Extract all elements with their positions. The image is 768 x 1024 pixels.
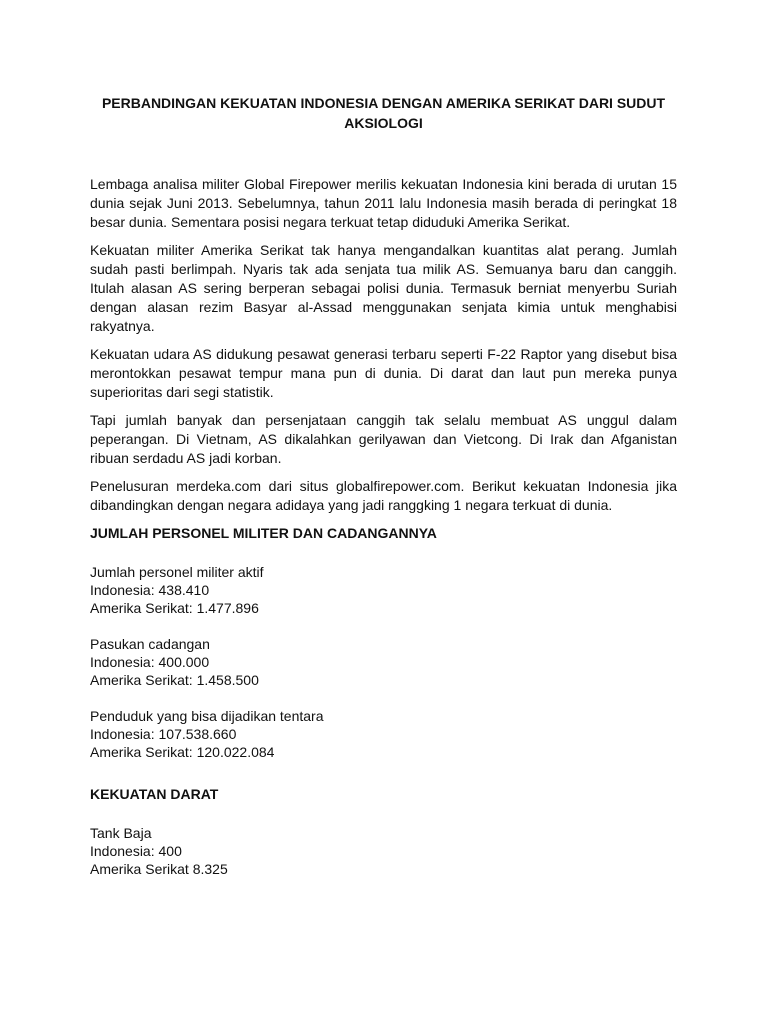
paragraph-1: Lembaga analisa militer Global Firepower merilis kekuatan Indonesia kini berada di urutan 15 dunia sejak Juni 2013. Sebelumnya, tahun 2011 lalu Indonesia masih berada di peringkat 18 besar dunia. Sementara posisi negara terkuat tetap diduduki Amerika Serikat.	[90, 176, 677, 230]
stat-label: Jumlah personel militer aktif	[90, 564, 264, 580]
stat-indonesia: Indonesia: 400.000	[90, 654, 210, 670]
section-heading-land-forces: KEKUATAN DARAT	[90, 786, 219, 802]
stat-group-tanks	[90, 824, 677, 878]
stat-group-fit-for-service	[90, 707, 677, 761]
paragraph-3: Kekuatan udara AS didukung pesawat generasi terbaru seperti F-22 Raptor yang disebut bisa merontokkan pesawat tempur mana pun di dunia. Di darat dan laut pun mereka punya superioritas dari segi statistik.	[90, 346, 677, 400]
paragraph-5: Penelusuran merdeka.com dari situs globalfirepower.com. Berikut kekuatan Indonesia jika dibandingkan dengan negara adidaya yang jadi ranggking 1 negara terkuat di dunia.	[90, 478, 677, 513]
stat-usa: Amerika Serikat: 1.477.896	[90, 600, 259, 616]
stat-group-active-personnel	[90, 563, 677, 617]
stat-label: Pasukan cadangan	[90, 636, 210, 652]
stat-indonesia: Indonesia: 400	[90, 843, 182, 859]
stat-group-reserves	[90, 635, 677, 689]
stat-usa: Amerika Serikat: 120.022.084	[90, 744, 275, 760]
paragraph-4: Tapi jumlah banyak dan persenjataan canggih tak selalu membuat AS unggul dalam peperangan. Di Vietnam, AS dikalahkan gerilyawan dan Vietcong. Di Irak dan Afganistan ribuan serdadu AS jadi korban.	[90, 412, 677, 466]
stat-usa: Amerika Serikat: 1.458.500	[90, 672, 259, 688]
stat-label: Tank Baja	[90, 825, 152, 841]
document-page	[90, 93, 677, 896]
section-heading-personnel: JUMLAH PERSONEL MILITER DAN CADANGANNYA	[90, 525, 437, 541]
stat-usa: Amerika Serikat 8.325	[90, 861, 228, 877]
stat-label: Penduduk yang bisa dijadikan tentara	[90, 708, 324, 724]
stat-indonesia: Indonesia: 107.538.660	[90, 726, 237, 742]
stat-indonesia: Indonesia: 438.410	[90, 582, 210, 598]
document-title: PERBANDINGAN KEKUATAN INDONESIA DENGAN AMERIKA SERIKAT DARI SUDUT AKSIOLOGI	[101, 95, 666, 131]
paragraph-2: Kekuatan militer Amerika Serikat tak hanya mengandalkan kuantitas alat perang. Jumlah sudah pasti berlimpah. Nyaris tak ada senjata tua milik AS. Semuanya baru dan canggih. Itulah alasan AS sering berperan sebagai polisi dunia. Termasuk berniat menyerbu Suriah dengan alasan rezim Basyar al-Assad menggunakan senjata kimia untuk menghabisi rakyatnya.	[90, 242, 677, 334]
